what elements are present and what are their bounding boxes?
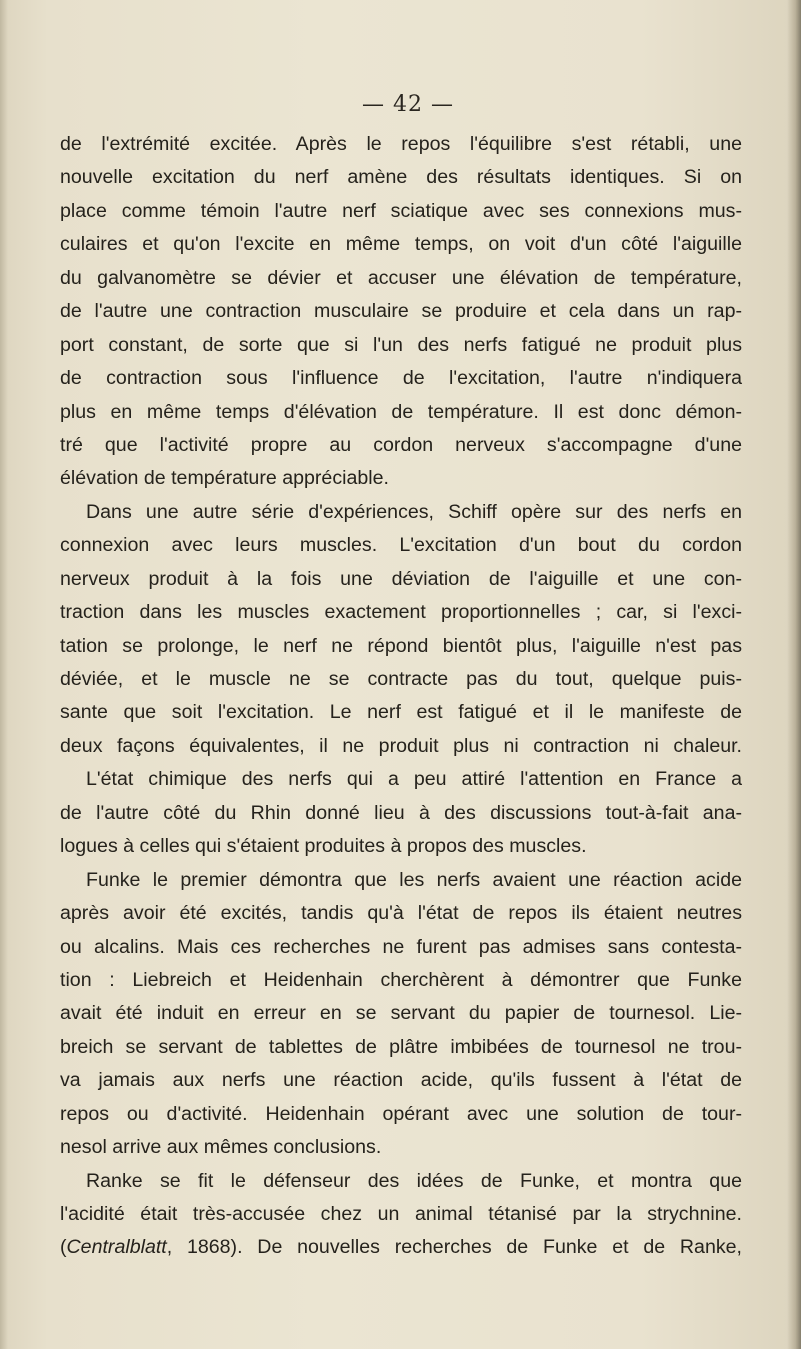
text-line: nesol arrive aux mêmes conclusions. [60,1136,382,1159]
text-line: Funke le premier démontra que les nerfs avaient une réaction acide [86,868,742,891]
text-line: repos ou d'activité. Heidenhain opérant avec une solution de tour- [60,1102,742,1125]
text-line-citation [60,1231,742,1264]
text-line: sante que soit l'excitation. Le nerf est fatigué et il le manifeste de [60,701,742,724]
page-left-edge [0,0,8,1349]
text-line: plus en même temps d'élévation de température. Il est donc démon- [60,400,742,423]
text-line: nouvelle excitation du nerf amène des résultats identiques. Si on [60,166,742,189]
text-line: de l'extrémité excitée. Après le repos l'équilibre s'est rétabli, une [60,133,742,155]
text-line: ou alcalins. Mais ces recherches ne furent pas admises sans contesta- [60,935,742,958]
text-line: du galvanomètre se dévier et accuser une élévation de température, [60,266,742,289]
text-line: Dans une autre série d'expériences, Schiff opère sur des nerfs en [86,500,742,523]
text-line: L'état chimique des nerfs qui a peu attiré l'attention en France a [86,768,742,791]
text-line: de l'autre côté du Rhin donné lieu à des discussions tout-à-fait ana- [60,801,742,824]
text-line: culaires et qu'on l'excite en même temps, on voit d'un côté l'aiguille [60,233,742,256]
page-binding-shadow [787,0,801,1349]
text-line: tation se prolonge, le nerf ne répond bientôt plus, l'aiguille n'est pas [60,634,742,657]
page-number: — 42 — [362,92,454,117]
text-line: place comme témoin l'autre nerf sciatique avec ses connexions mus- [60,199,742,222]
text-line: deux façons équivalentes, il ne produit plus ni contraction ni chaleur. [60,734,742,757]
text-line: déviée, et le muscle ne se contracte pas du tout, quelque puis- [60,668,742,690]
text-line: Ranke se fit le défenseur des idées de Funke, et montra que [86,1169,742,1192]
text-line: tion : Liebreich et Heidenhain cherchèrent à démontrer que Funke [60,968,742,991]
text-line: breich se servant de tablettes de plâtre imbibées de tournesol ne trou- [60,1035,742,1058]
text-line: élévation de température appréciable. [60,467,389,490]
text-line: de contraction sous l'influence de l'excitation, l'autre n'indiquera [60,367,742,390]
citation-open-paren: ( [60,1236,67,1259]
text-line: port constant, de sorte que si l'un des nerfs fatigué ne produit plus [60,333,742,356]
text-line: avait été induit en erreur en se servant du papier de tournesol. Lie- [60,1002,742,1025]
text-line: traction dans les muscles exactement proportionnelles ; car, si l'exci- [60,601,742,624]
text-line: logues à celles qui s'étaient produites à propos des muscles. [60,835,587,858]
text-line: de l'autre une contraction musculaire se produire et cela dans un rap- [60,300,742,323]
journal-title: Centralblatt [66,1236,167,1259]
text-line: connexion avec leurs muscles. L'excitation d'un bout du cordon [60,534,742,557]
page-text [60,128,742,1265]
text-line: tré que l'activité propre au cordon nerveux s'accompagne d'une [60,433,742,456]
citation-rest: , 1868). De nouvelles recherches de Funke et de Ranke, [166,1236,742,1259]
text-line: nerveux produit à la fois une déviation de l'aiguille et une con- [60,567,742,590]
text-line: va jamais aux nerfs une réaction acide, qu'ils fussent à l'état de [60,1069,742,1092]
text-line: après avoir été excités, tandis qu'à l'état de repos ils étaient neutres [60,902,742,925]
text-line: l'acidité était très-accusée chez un animal tétanisé par la strychnine. [60,1203,742,1225]
